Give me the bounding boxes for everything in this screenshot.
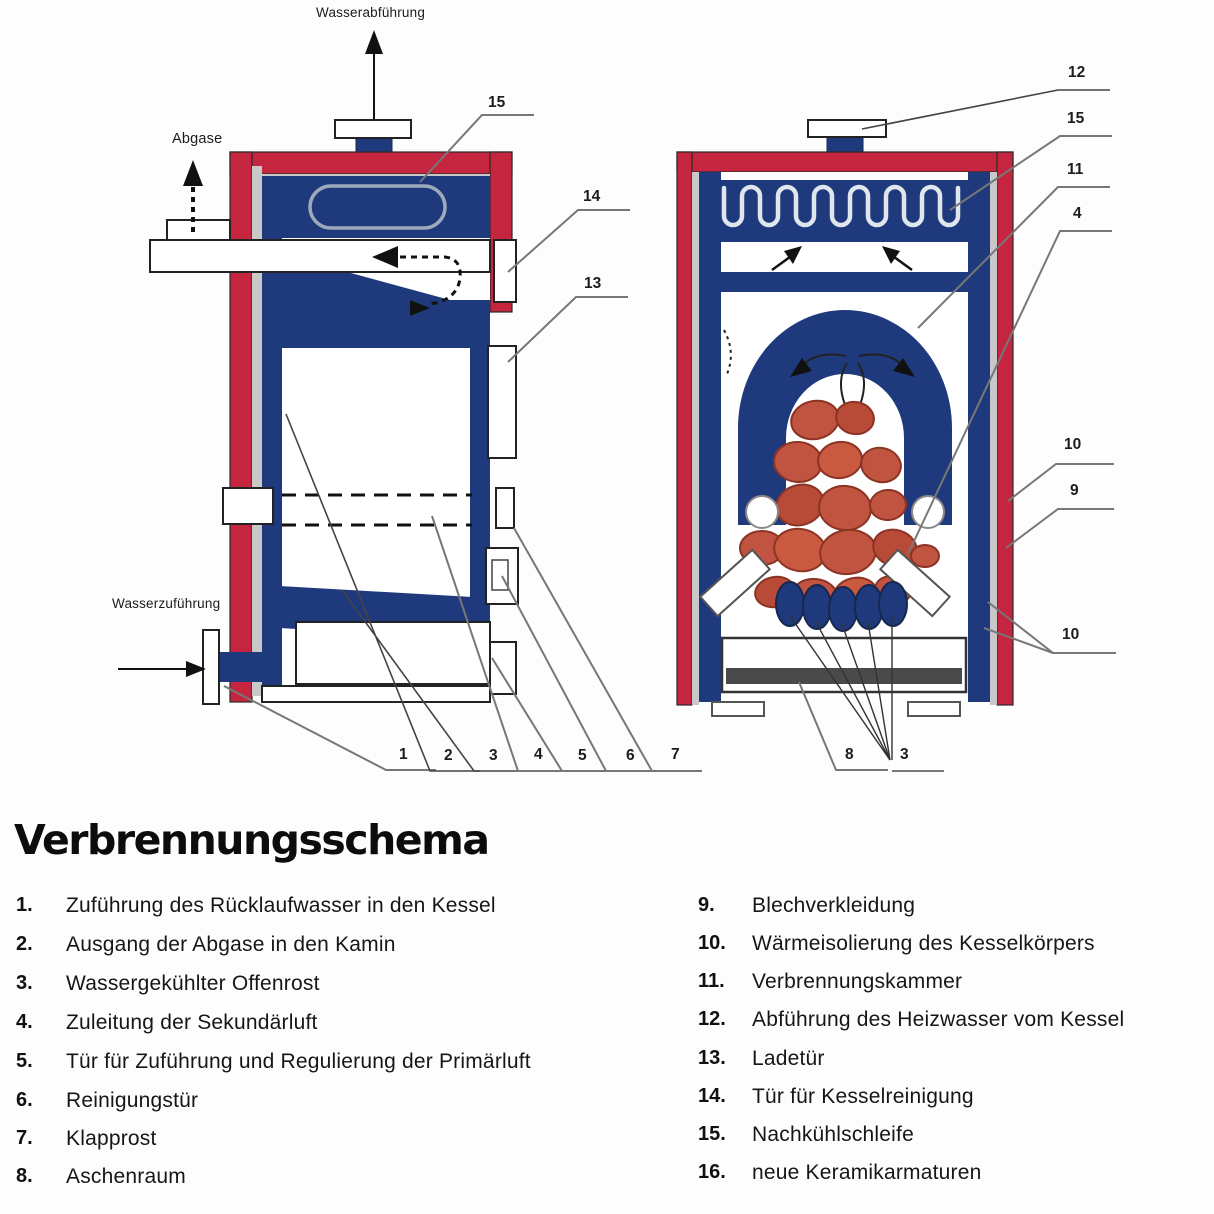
ash-tray-bar (726, 668, 962, 684)
callout-8: 8 (845, 746, 854, 763)
water-jacket-left (699, 172, 721, 702)
left-ash-chamber (296, 622, 490, 684)
right-boiler-section (677, 90, 1116, 771)
legend-item-label: Wärmeisolierung des Kesselkörpers (752, 932, 1095, 955)
callout-1: 1 (399, 746, 408, 763)
legend-item-number: 6. (16, 1089, 33, 1111)
small-door (496, 488, 514, 528)
legend-item-number: 1. (16, 894, 33, 916)
legend-item (16, 1011, 318, 1035)
callout-4-left: 4 (534, 746, 543, 763)
callout-4-right: 4 (1073, 205, 1082, 222)
legend-item (16, 933, 396, 957)
callout-15-right: 15 (1067, 110, 1085, 127)
legend-item-label: Ladetür (752, 1047, 825, 1070)
legend-item (16, 1127, 157, 1151)
legend-item-label: Zuleitung der Sekundärluft (66, 1011, 318, 1034)
legend-item-label: Reinigungstür (66, 1089, 199, 1112)
callout-3-left: 3 (489, 747, 498, 764)
boiler-foot-right (908, 702, 960, 716)
legend-item-number: 7. (16, 1127, 33, 1149)
legend-item-label: Tür für Zuführung und Regulierung der Primärluft (66, 1050, 531, 1073)
legend-item-label: Abführung des Heizwasser vom Kessel (752, 1008, 1125, 1031)
callout-13: 13 (584, 275, 602, 292)
callout-7: 7 (671, 746, 680, 763)
right-boiler-liner-left (692, 172, 699, 705)
legend-item (698, 894, 915, 918)
legend-item-number: 13. (698, 1047, 726, 1069)
callout-3-right: 3 (900, 746, 909, 763)
legend-item-number: 4. (16, 1011, 33, 1033)
legend-item (698, 1047, 825, 1071)
water-outlet-label: Wasserabführung (316, 5, 426, 20)
legend-item-number: 3. (16, 972, 33, 994)
legend-item-label: Wassergekühlter Offenrost (66, 972, 320, 995)
legend-item-number: 5. (16, 1050, 33, 1072)
legend-item (698, 1085, 974, 1109)
callout-2: 2 (444, 747, 453, 764)
legend-item-number: 14. (698, 1085, 726, 1107)
water-outlet-arrowhead (365, 30, 383, 54)
legend-item (698, 970, 962, 994)
callout-14: 14 (583, 188, 601, 205)
legend-item-label: Aschenraum (66, 1165, 186, 1188)
legend-item-label: Ausgang der Abgase in den Kamin (66, 933, 396, 956)
callout-12: 12 (1068, 64, 1086, 81)
callout-10-upper: 10 (1064, 436, 1082, 453)
legend-item (16, 1050, 531, 1074)
legend-item (16, 1089, 198, 1113)
callout-11: 11 (1067, 161, 1084, 178)
water-inlet-label: Wasserzuführung (112, 596, 221, 611)
legend-item-label: Blechverkleidung (752, 894, 916, 917)
callout-10-lower: 10 (1062, 626, 1080, 643)
legend-item (16, 972, 320, 996)
callout-9: 9 (1070, 482, 1079, 499)
legend-item-number: 9. (698, 894, 715, 916)
left-boiler-red-frame-top (230, 152, 512, 174)
primary-air-door (490, 642, 516, 694)
legend-item-number: 16. (698, 1161, 726, 1183)
callout-6: 6 (626, 747, 635, 764)
legend-item-number: 15. (698, 1123, 726, 1145)
heating-water-outlet-cap (808, 120, 886, 137)
right-boiler-red-frame-left (677, 152, 692, 705)
right-boiler-red-frame-top (677, 152, 1013, 172)
legend-item (16, 894, 496, 918)
loading-door (488, 346, 516, 458)
page-title: Verbrennungsschema (14, 816, 489, 864)
legend-item (698, 1161, 981, 1185)
boiler-foot-left (712, 702, 764, 716)
legend-item-label: Verbrennungskammer (752, 970, 963, 993)
legend-item-label: Zuführung des Rücklaufwasser in den Kessel (66, 894, 496, 917)
callout-5: 5 (578, 747, 587, 764)
legend-item (698, 1123, 914, 1147)
legend-item (698, 1008, 1124, 1032)
boiler-cleaning-door (494, 240, 516, 302)
legend-item-label: neue Keramikarmaturen (752, 1161, 982, 1184)
left-boiler-red-frame-left (230, 152, 252, 702)
legend-item (16, 1165, 186, 1189)
legend-item-number: 10. (698, 932, 726, 954)
callout-15-left: 15 (488, 94, 506, 111)
legend-item-label: Tür für Kesselreinigung (752, 1085, 974, 1108)
legend-item-label: Klapprost (66, 1127, 157, 1150)
legend-item-number: 12. (698, 1008, 726, 1030)
legend-item-number: 11. (698, 970, 725, 992)
arch-leg-ball-left (746, 496, 778, 528)
legend-item-number: 2. (16, 933, 33, 955)
flue-gas-label: Abgase (172, 131, 223, 147)
legend-item-label: Nachkühlschleife (752, 1123, 914, 1146)
legend-item (698, 932, 1095, 956)
water-jacket-right (968, 172, 990, 702)
legend-item-number: 8. (16, 1165, 33, 1187)
